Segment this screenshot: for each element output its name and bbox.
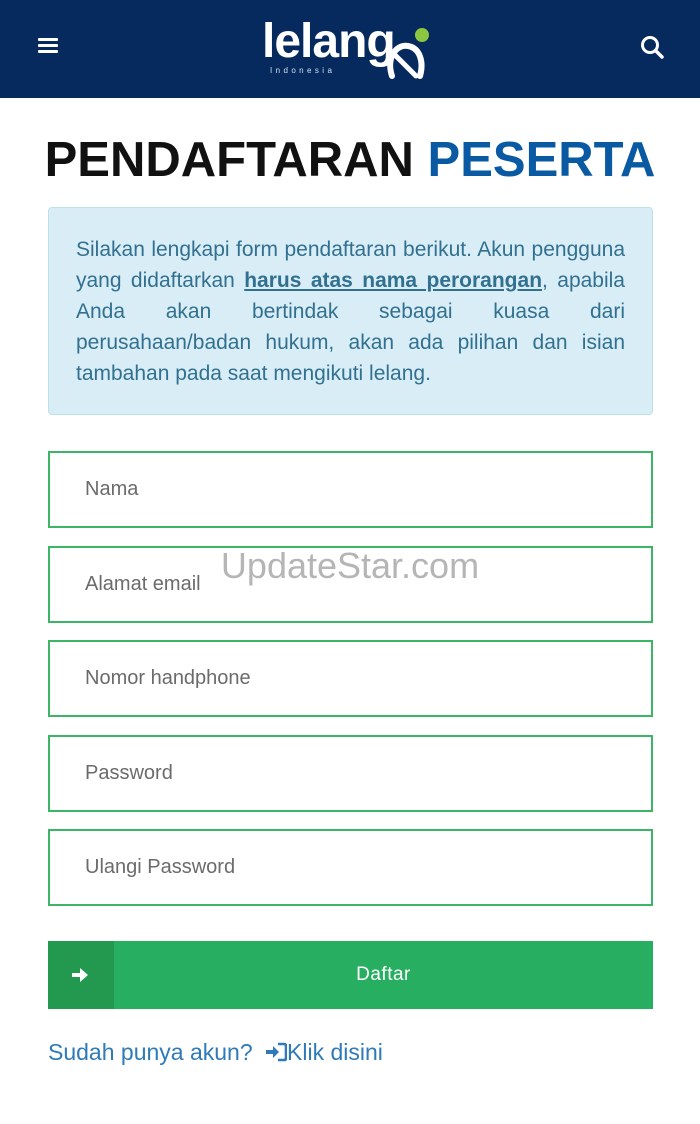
login-link[interactable] — [259, 1039, 383, 1065]
logo-wordmark: lelang — [262, 15, 395, 68]
logo-figure-icon — [378, 24, 438, 82]
search-icon[interactable] — [638, 33, 666, 61]
notice-text-after: , apabila Anda akan bertindak sebagai kuasa dari perusahaan/badan hukum, akan ada pilihan dan isian tambahan pada saat mengikuti lelang. — [76, 269, 625, 385]
register-button-label: Daftar — [356, 964, 411, 985]
sign-in-icon — [265, 1041, 287, 1063]
lelang-logo[interactable] — [262, 14, 438, 84]
confirm-password-input[interactable] — [48, 829, 653, 906]
email-input[interactable] — [48, 546, 653, 623]
registration-notice — [48, 207, 653, 415]
notice-text — [76, 234, 625, 389]
notice-text-before: Silakan lengkapi form pendaftaran berikut. Akun pengguna yang didaftarkan — [76, 238, 625, 292]
top-navbar — [0, 0, 700, 98]
page-title-accent: PESERTA — [427, 133, 656, 187]
login-link-label: Klik disini — [287, 1039, 383, 1065]
hamburger-menu-icon[interactable] — [36, 34, 62, 58]
name-input[interactable] — [48, 451, 653, 528]
password-input[interactable] — [48, 735, 653, 812]
register-button-icon-block — [48, 941, 114, 1009]
watermark: UpdateStar.com — [220, 545, 480, 586]
notice-emphasis: harus atas nama perorangan — [244, 269, 543, 292]
logo-subtitle: Indonesia — [270, 66, 336, 75]
page-title — [0, 128, 700, 192]
login-prompt-text: Sudah punya akun? — [48, 1039, 253, 1065]
arrow-right-icon — [70, 965, 90, 985]
login-prompt-row — [48, 1036, 383, 1068]
page-title-main: PENDAFTARAN — [44, 133, 414, 187]
phone-input[interactable] — [48, 640, 653, 717]
register-button[interactable] — [48, 941, 653, 1009]
